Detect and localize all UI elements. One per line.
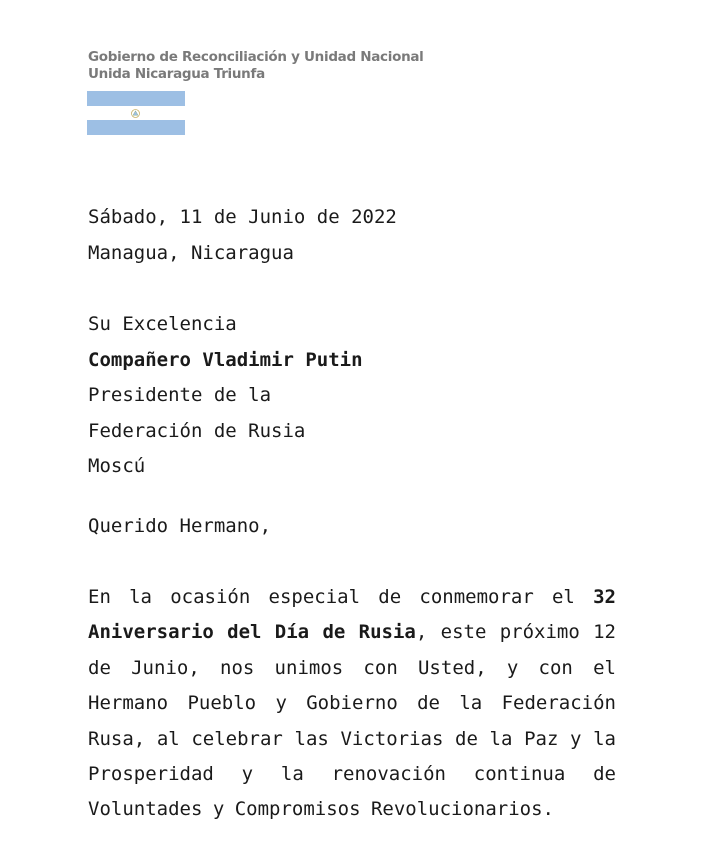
letterhead — [88, 49, 424, 83]
letter-date: Sábado, 11 de Junio de 2022 — [88, 206, 397, 228]
body-rest: , este próximo 12 de Junio, nos unimos con Usted, y con el Hermano Pueblo y Gobierno de la Federación Rusa, al celebrar las Victorias de la Paz y la Prosperidad y la renovación continua de Voluntades y Compromisos Revolucionarios. — [88, 621, 616, 821]
body-highlight: 32 Aniversario del Día de Rusia — [88, 586, 616, 644]
flag-top-stripe — [87, 91, 185, 106]
coat-of-arms-icon — [129, 109, 142, 118]
addressee-role-line2: Federación de Rusia — [88, 419, 306, 442]
addressee-city: Moscú — [88, 455, 146, 477]
government-name: Gobierno de Reconciliación y Unidad Nacional — [88, 49, 424, 65]
nicaragua-flag — [87, 91, 185, 135]
addressee-name: Compañero Vladimir Putin — [88, 348, 363, 371]
addressee-title: Su Excelencia — [88, 313, 237, 335]
flag-bottom-stripe — [87, 120, 185, 135]
letter-greeting: Querido Hermano, — [88, 514, 272, 537]
letter-body-paragraph — [88, 580, 616, 828]
flag-center-stripe — [87, 106, 185, 121]
addressee-role-line1: Presidente de la — [88, 384, 272, 406]
body-intro: En la ocasión especial de conmemorar el — [88, 586, 594, 608]
letter-content — [88, 200, 616, 828]
government-slogan: Unida Nicaragua Triunfa — [88, 66, 265, 82]
letter-place: Managua, Nicaragua — [88, 241, 294, 264]
